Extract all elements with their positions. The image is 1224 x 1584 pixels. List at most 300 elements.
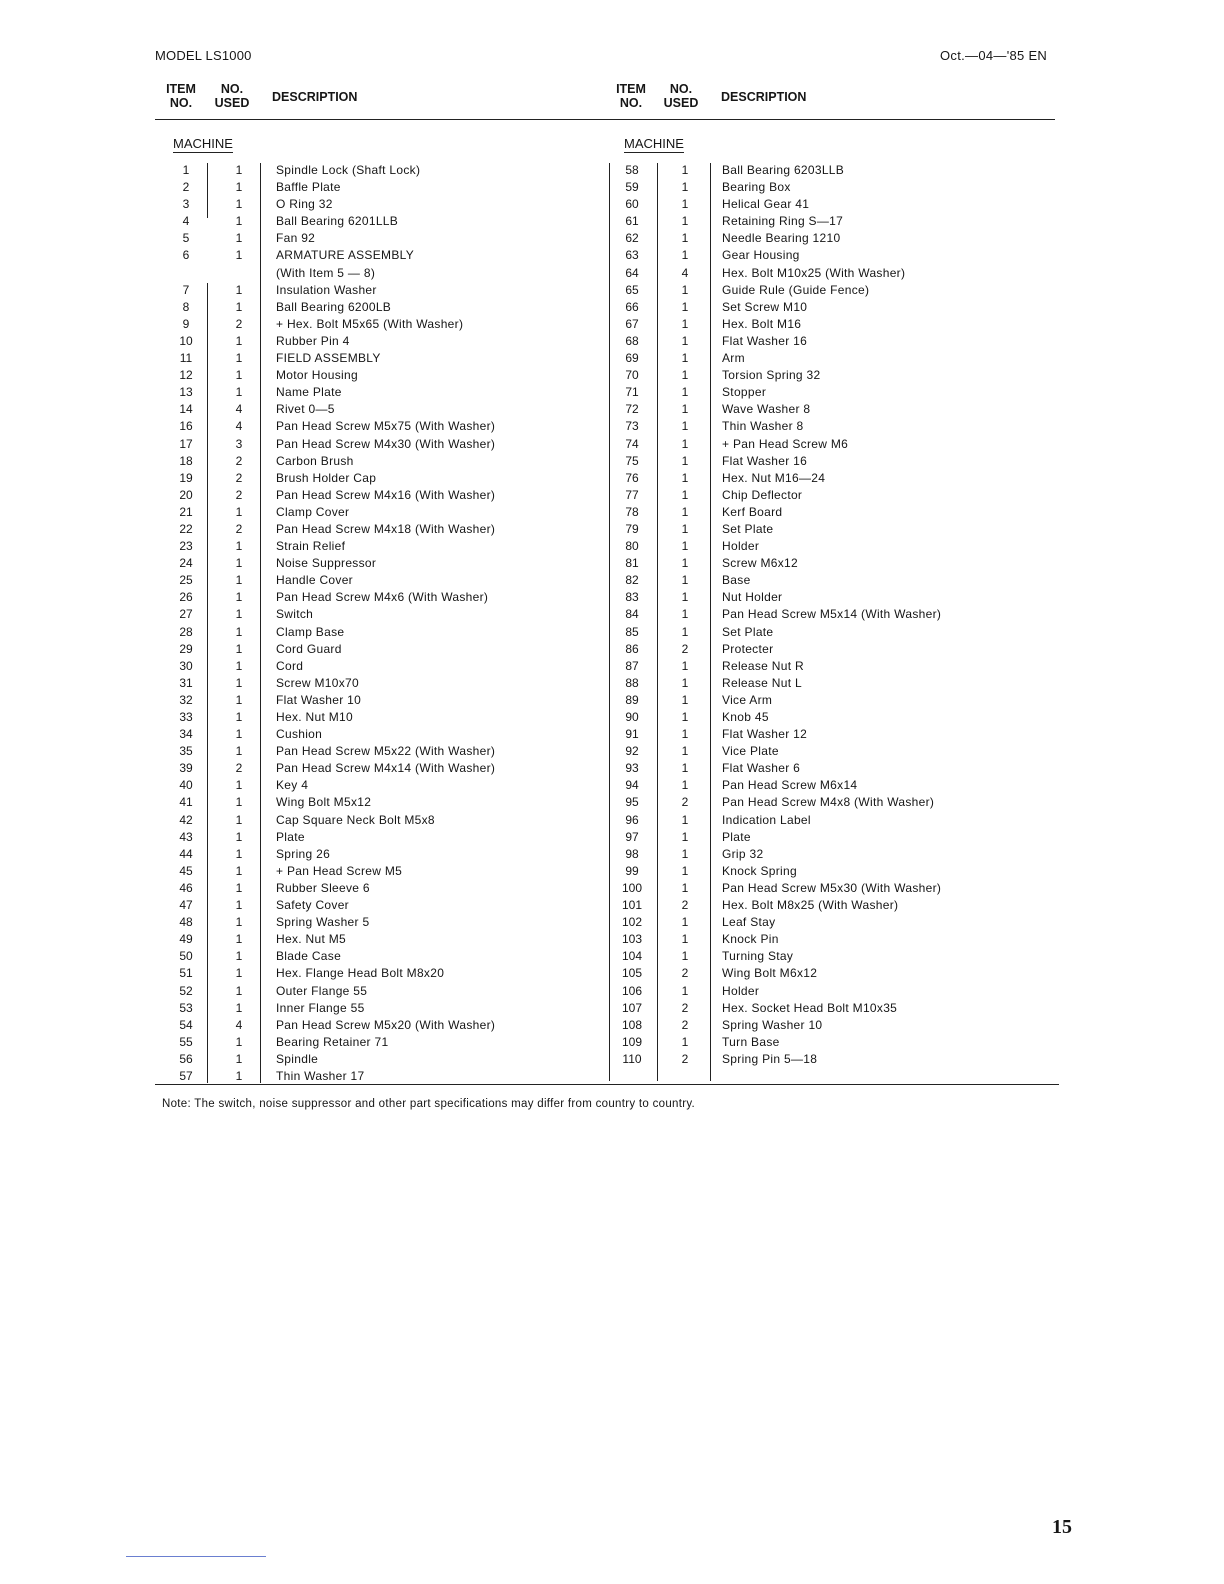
table-row	[606, 641, 941, 658]
item-number: 9	[182, 316, 190, 331]
quantity-used: 1	[681, 453, 689, 468]
table-row	[606, 401, 941, 418]
part-description: Rubber Sleeve 6	[276, 880, 370, 895]
table-row	[160, 1034, 495, 1051]
item-number: 35	[179, 744, 193, 759]
part-description: Stopper	[722, 385, 767, 400]
column-header-item-no-right	[606, 82, 656, 110]
quantity-used: 1	[235, 880, 243, 895]
quantity-used: 4	[235, 1017, 243, 1032]
item-number: 62	[625, 231, 639, 246]
part-description: Pan Head Screw M5x14 (With Washer)	[722, 607, 942, 622]
table-row	[606, 572, 941, 589]
table-row	[606, 538, 941, 555]
table-row	[606, 1017, 941, 1034]
part-description: Key 4	[276, 778, 309, 793]
quantity-used: 1	[681, 983, 689, 998]
item-number: 55	[179, 1034, 193, 1049]
part-description: Release Nut R	[722, 658, 804, 673]
part-description: Ball Bearing 6200LB	[276, 299, 392, 314]
part-description: Cap Square Neck Bolt M5x8	[276, 812, 435, 827]
quantity-used: 1	[681, 1034, 689, 1049]
item-number: 16	[179, 419, 193, 434]
item-number: 19	[179, 470, 193, 485]
item-number: 51	[179, 966, 193, 981]
item-number: 82	[625, 573, 639, 588]
quantity-used: 2	[235, 487, 243, 502]
item-number: 14	[179, 402, 193, 417]
part-description: Needle Bearing 1210	[722, 231, 841, 246]
part-description: Pan Head Screw M4x8 (With Washer)	[722, 795, 935, 810]
table-row	[160, 743, 495, 760]
part-description: + Pan Head Screw M5	[276, 863, 403, 878]
table-row	[160, 282, 495, 299]
quantity-used: 1	[681, 556, 689, 571]
quantity-used: 1	[681, 915, 689, 930]
table-row	[160, 247, 495, 264]
part-description: Clamp Base	[276, 624, 345, 639]
item-number: 65	[625, 282, 639, 297]
table-row	[606, 863, 941, 880]
table-row	[160, 1068, 495, 1085]
quantity-used: 1	[681, 299, 689, 314]
parts-table-right	[606, 162, 941, 1068]
table-row	[160, 829, 495, 846]
column-header-item-no	[156, 82, 206, 110]
table-row	[606, 760, 941, 777]
part-description: Pan Head Screw M4x18 (With Washer)	[276, 521, 496, 536]
table-row	[606, 555, 941, 572]
part-description: Motor Housing	[276, 368, 358, 383]
part-description: Vice Plate	[722, 744, 779, 759]
table-row	[606, 624, 941, 641]
table-row	[606, 726, 941, 743]
column-header-item-line2: NO.	[619, 96, 643, 110]
quantity-used: 2	[681, 966, 689, 981]
item-number: 103	[621, 932, 643, 947]
part-description: Blade Case	[276, 949, 342, 964]
part-description: Set Plate	[722, 624, 774, 639]
item-number: 41	[179, 795, 193, 810]
item-number: 48	[179, 915, 193, 930]
table-row	[606, 829, 941, 846]
quantity-used: 1	[235, 282, 243, 297]
table-row	[606, 230, 941, 247]
table-row	[160, 179, 495, 196]
quantity-used: 1	[681, 521, 689, 536]
part-description: Flat Washer 16	[722, 333, 808, 348]
table-row	[606, 179, 941, 196]
table-row	[606, 333, 941, 350]
quantity-used: 1	[235, 1051, 243, 1066]
part-description: Knock Spring	[722, 863, 797, 878]
quantity-used: 1	[681, 333, 689, 348]
part-description: Flat Washer 12	[722, 727, 808, 742]
part-description: Wing Bolt M5x12	[276, 795, 372, 810]
table-row	[160, 641, 495, 658]
table-row	[606, 777, 941, 794]
quantity-used: 1	[235, 966, 243, 981]
section-label-right: MACHINE	[624, 136, 684, 151]
item-number: 52	[179, 983, 193, 998]
quantity-used: 1	[681, 351, 689, 366]
item-number: 96	[625, 812, 639, 827]
table-row	[160, 863, 495, 880]
table-row	[160, 213, 495, 230]
footnote: Note: The switch, noise suppressor and other part specifications may differ from country to country.	[162, 1098, 696, 1110]
table-row	[606, 914, 941, 931]
item-number: 110	[622, 1051, 642, 1066]
item-number: 23	[179, 539, 193, 554]
item-number: 107	[621, 1000, 643, 1015]
table-row	[160, 384, 495, 401]
quantity-used: 2	[681, 1051, 689, 1066]
table-row	[606, 316, 941, 333]
item-number: 60	[625, 197, 639, 212]
column-header-used-line1: NO.	[669, 82, 693, 96]
quantity-used: 1	[235, 641, 243, 656]
quantity-used: 1	[681, 419, 689, 434]
quantity-used: 1	[235, 710, 243, 724]
table-row	[160, 487, 495, 504]
quantity-used: 1	[235, 812, 243, 827]
table-row	[160, 436, 495, 453]
quantity-used: 1	[235, 949, 243, 964]
column-header-item-line2: NO.	[169, 96, 193, 110]
quantity-used: 1	[235, 539, 243, 554]
quantity-used: 1	[681, 812, 689, 827]
part-description: Spindle Lock (Shaft Lock)	[276, 163, 421, 177]
quantity-used: 2	[235, 316, 243, 331]
quantity-used: 2	[681, 1000, 689, 1015]
column-header-no-used-right	[656, 82, 706, 110]
item-number: 78	[625, 504, 639, 519]
quantity-used: 1	[681, 487, 689, 502]
table-row	[160, 299, 495, 316]
table-row	[606, 606, 941, 623]
item-number: 73	[625, 419, 639, 434]
part-description: Helical Gear 41	[722, 197, 810, 212]
item-number: 88	[625, 675, 639, 690]
quantity-used: 1	[235, 180, 243, 195]
table-row	[606, 367, 941, 384]
item-number: 56	[179, 1051, 193, 1066]
item-number: 29	[179, 641, 193, 656]
item-number: 57	[179, 1068, 193, 1083]
item-number: 24	[179, 556, 193, 571]
table-row	[606, 794, 941, 811]
quantity-used: 1	[235, 504, 243, 519]
part-description: Spindle	[276, 1051, 319, 1066]
item-number: 106	[621, 983, 643, 998]
table-row	[606, 880, 941, 897]
quantity-used: 1	[681, 180, 689, 195]
part-description: Handle Cover	[276, 573, 353, 588]
quantity-used: 1	[681, 624, 689, 639]
quantity-used: 1	[235, 846, 243, 861]
table-row	[606, 846, 941, 863]
item-number: 64	[625, 265, 639, 280]
item-number: 105	[621, 966, 643, 981]
part-description: Pan Head Screw M5x20 (With Washer)	[276, 1017, 496, 1032]
part-description: Bearing Box	[722, 180, 791, 195]
quantity-used: 1	[235, 573, 243, 588]
part-description: Hex. Bolt M16	[722, 316, 802, 331]
part-description: Hex. Flange Head Bolt M8x20	[276, 966, 445, 981]
part-description: Bearing Retainer 71	[276, 1034, 389, 1049]
table-row	[606, 504, 941, 521]
quantity-used: 1	[235, 727, 243, 742]
part-description: Cord Guard	[276, 641, 342, 656]
part-description: Holder	[722, 539, 760, 554]
table-row	[160, 1051, 495, 1068]
item-number: 74	[625, 436, 639, 451]
quantity-used: 1	[681, 932, 689, 947]
quantity-used: 1	[681, 214, 689, 229]
part-description: Pan Head Screw M4x14 (With Washer)	[276, 761, 496, 776]
quantity-used: 1	[235, 744, 243, 759]
part-description: Hex. Nut M16—24	[722, 470, 826, 485]
table-row	[606, 196, 941, 213]
table-row	[606, 299, 941, 316]
table-row	[606, 1034, 941, 1051]
footer-rule	[155, 1084, 1059, 1085]
column-header-no-used	[207, 82, 257, 110]
part-description: Name Plate	[276, 385, 342, 400]
item-number: 91	[625, 727, 639, 742]
quantity-used: 1	[235, 333, 243, 348]
quantity-used: 1	[235, 351, 243, 366]
table-row	[160, 880, 495, 897]
part-description: Grip 32	[722, 846, 764, 861]
quantity-used: 4	[235, 402, 243, 417]
part-description: Arm	[722, 351, 745, 366]
page-number: 15	[1052, 1516, 1072, 1538]
quantity-used: 1	[235, 1068, 243, 1083]
table-row	[606, 675, 941, 692]
item-number: 8	[182, 299, 190, 314]
quantity-used: 2	[681, 898, 689, 913]
quantity-used: 1	[235, 932, 243, 947]
item-number: 63	[625, 248, 639, 263]
table-row	[606, 983, 941, 1000]
part-description: Switch	[276, 607, 314, 622]
quantity-used: 1	[235, 556, 243, 571]
quantity-used: 2	[681, 1017, 689, 1032]
table-row	[160, 1000, 495, 1017]
quantity-used: 4	[235, 419, 243, 434]
item-number	[160, 265, 212, 282]
part-description: + Hex. Bolt M5x65 (With Washer)	[276, 316, 464, 331]
table-row	[160, 333, 495, 350]
table-row	[606, 1051, 941, 1068]
item-number: 83	[625, 590, 639, 605]
quantity-used: 1	[235, 829, 243, 844]
table-row	[606, 418, 941, 435]
item-number: 102	[621, 915, 643, 930]
table-row	[160, 265, 495, 282]
part-description: Thin Washer 17	[276, 1068, 365, 1083]
quantity-used: 1	[235, 915, 243, 930]
quantity-used: 1	[235, 658, 243, 673]
item-number: 45	[179, 863, 193, 878]
part-description: Guide Rule (Guide Fence)	[722, 282, 870, 297]
table-row	[160, 606, 495, 623]
item-number: 28	[179, 624, 193, 639]
table-row	[606, 265, 941, 282]
table-row	[160, 418, 495, 435]
quantity-used: 1	[235, 590, 243, 605]
quantity-used: 1	[681, 675, 689, 690]
quantity-used: 1	[681, 368, 689, 383]
quantity-used: 1	[235, 607, 243, 622]
table-row	[160, 709, 495, 726]
item-number: 61	[625, 214, 639, 229]
quantity-used: 2	[235, 470, 243, 485]
part-description: Pan Head Screw M4x16 (With Washer)	[276, 487, 496, 502]
quantity-used: 1	[235, 675, 243, 690]
table-row	[160, 794, 495, 811]
quantity-used: 4	[681, 265, 689, 280]
table-row	[160, 726, 495, 743]
quantity-used: 1	[681, 778, 689, 793]
part-description: ARMATURE ASSEMBLY	[276, 248, 415, 263]
table-row	[160, 196, 495, 213]
revision-date: Oct.—04—'85 EN	[940, 48, 1048, 63]
quantity-used	[212, 265, 266, 282]
quantity-used: 2	[235, 761, 243, 776]
quantity-used: 1	[681, 880, 689, 895]
quantity-used: 1	[235, 1000, 243, 1015]
part-description: Hex. Socket Head Bolt M10x35	[722, 1000, 898, 1015]
part-description: Protecter	[722, 641, 774, 656]
table-row	[606, 384, 941, 401]
item-number: 13	[179, 385, 193, 400]
part-description: Wing Bolt M6x12	[722, 966, 818, 981]
item-number: 49	[179, 932, 193, 947]
part-description: Spring 26	[276, 846, 331, 861]
part-description: Plate	[722, 829, 751, 844]
table-row	[606, 589, 941, 606]
table-row	[160, 401, 495, 418]
item-number: 18	[179, 453, 193, 468]
quantity-used: 1	[235, 299, 243, 314]
item-number: 2	[182, 180, 190, 195]
item-number: 4	[182, 214, 190, 229]
part-description: Pan Head Screw M5x30 (With Washer)	[722, 880, 942, 895]
table-row	[606, 282, 941, 299]
model-label: MODEL LS1000	[155, 48, 252, 63]
part-description: Pan Head Screw M4x30 (With Washer)	[276, 436, 496, 451]
table-row	[160, 316, 495, 333]
quantity-used: 1	[235, 898, 243, 913]
item-number: 17	[179, 436, 193, 451]
part-description: Noise Suppressor	[276, 556, 377, 571]
table-row	[606, 521, 941, 538]
section-label-left: MACHINE	[173, 136, 233, 151]
quantity-used: 1	[681, 436, 689, 451]
quantity-used: 3	[235, 436, 243, 451]
quantity-used: 1	[235, 368, 243, 383]
quantity-used: 1	[681, 607, 689, 622]
item-number: 58	[625, 163, 639, 177]
table-row	[606, 1000, 941, 1017]
quantity-used: 1	[235, 248, 243, 263]
item-number: 101	[621, 898, 643, 913]
item-number: 21	[179, 504, 193, 519]
quantity-used: 2	[681, 795, 689, 810]
table-row	[160, 555, 495, 572]
quantity-used: 1	[681, 282, 689, 297]
item-number: 89	[625, 692, 639, 707]
table-row	[160, 914, 495, 931]
item-number: 42	[179, 812, 193, 827]
item-number: 90	[625, 710, 639, 724]
item-number: 10	[179, 333, 193, 348]
part-description: Base	[722, 573, 751, 588]
item-number: 86	[625, 641, 639, 656]
table-row	[606, 743, 941, 760]
quantity-used: 1	[235, 692, 243, 707]
quantity-used: 1	[235, 624, 243, 639]
quantity-used: 1	[681, 231, 689, 246]
quantity-used: 1	[681, 470, 689, 485]
quantity-used: 1	[235, 214, 243, 229]
quantity-used: 1	[235, 231, 243, 246]
table-row	[606, 931, 941, 948]
quantity-used: 1	[681, 949, 689, 964]
part-description: Pan Head Screw M4x6 (With Washer)	[276, 590, 489, 605]
table-row	[160, 453, 495, 470]
part-description: Vice Arm	[722, 692, 773, 707]
item-number: 27	[179, 607, 193, 622]
item-number: 68	[625, 333, 639, 348]
part-description: FIELD ASSEMBLY	[276, 351, 381, 366]
item-number: 76	[625, 470, 639, 485]
quantity-used: 1	[681, 727, 689, 742]
item-number: 80	[625, 539, 639, 554]
part-description: Indication Label	[722, 812, 811, 827]
part-description: Rubber Pin 4	[276, 333, 350, 348]
item-number: 12	[179, 368, 193, 383]
table-row	[606, 965, 941, 982]
table-row	[606, 692, 941, 709]
part-description: Clamp Cover	[276, 504, 350, 519]
item-number: 72	[625, 402, 639, 417]
column-header-used-line1: NO.	[220, 82, 244, 96]
column-header-used-line2: USED	[663, 96, 699, 110]
header-rule	[155, 119, 1055, 120]
part-description: Fan 92	[276, 231, 316, 246]
quantity-used: 2	[235, 453, 243, 468]
table-row	[160, 760, 495, 777]
item-number: 81	[625, 556, 639, 571]
item-number: 6	[182, 248, 190, 263]
item-number: 44	[179, 846, 193, 861]
table-row	[606, 709, 941, 726]
part-description: Kerf Board	[722, 504, 783, 519]
part-description: Retaining Ring S—17	[722, 214, 844, 229]
part-description: Cord	[276, 658, 304, 673]
item-number: 43	[179, 829, 193, 844]
quantity-used: 1	[235, 983, 243, 998]
table-row	[160, 470, 495, 487]
part-description: Turning Stay	[722, 949, 794, 964]
quantity-used: 1	[681, 710, 689, 724]
item-number: 66	[625, 299, 639, 314]
item-number: 95	[625, 795, 639, 810]
table-row	[606, 350, 941, 367]
